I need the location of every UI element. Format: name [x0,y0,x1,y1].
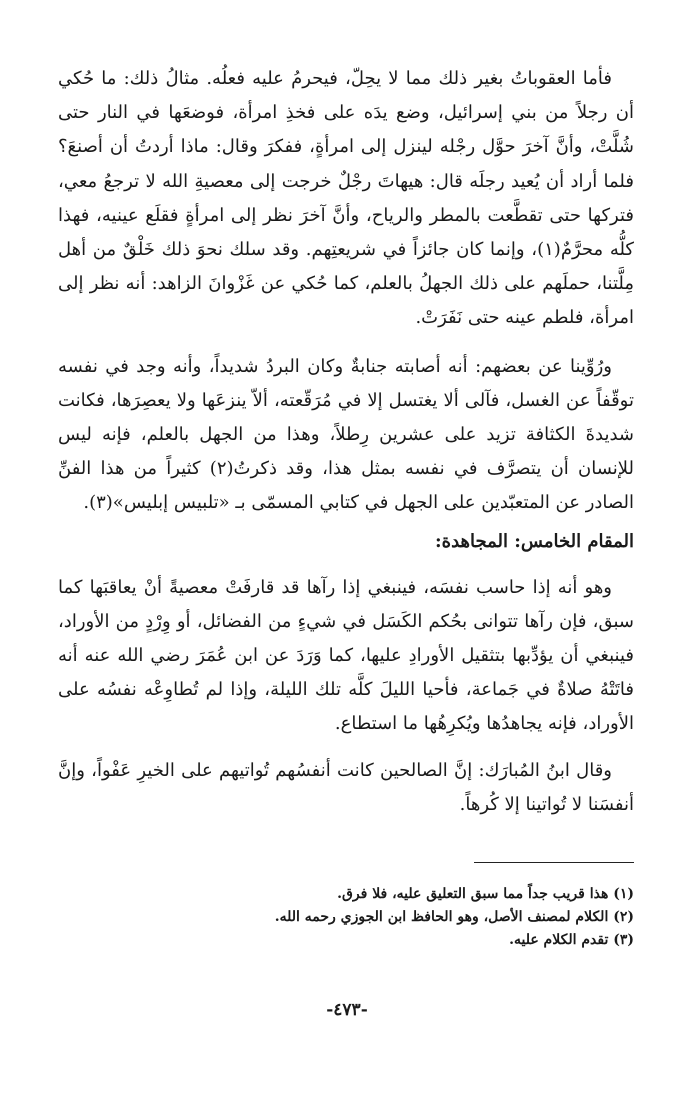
paragraph-ibn-mubarak: وقال ابنُ المُبارَك: إنَّ الصالحين كانت أنفسُهم تُواتيهم على الخيرِ عَفْواً، وإنَّ أنفسَنا لا تُواتينا إلا كُرهاً. [58,759,634,815]
footnote-1: (١) هذا قريب جداً مما سبق التعليق عليه، فلا فرق. [337,886,634,903]
footnote-divider [474,862,634,863]
paragraph-punishments: فأما العقوباتُ بغير ذلك مما لا يحِلّ، فيحرمُ عليه فعلُه. مثالُ ذلك: ما حُكي أن رجلاً من بني إسرائيل، وضع يدَه على فخذِ امرأة، فوضعَها في النار حتى شُلَّتْ، وأنَّ آخرَ حوَّل رجْله لينزل إلى امرأةٍ، ففكرَ وقال: ماذا أردتُ أن أصنعَ؟ فلما أراد أن يُعيد رجلَه قال: هيهاتَ رجْلٌ خرجت إلى معصيةِ الله لا ترجعُ معي، فتركها حتى تقطَّعت بالمطر والرياح، وأنَّ آخرَ نظر إلى امرأةٍ فقلَع عينيه، فهذا كلُّه محرَّمٌ(١)، وإنما كان جائزاً في شريعتِهم. وقد سلك نحوَ ذلك خَلْقٌ من أهل مِلَّتنا، حملَهم على ذلك الجهلُ بالعلم، كما حُكي عن غَزْوانَ الزاهد: أنه نظر إلى امرأة، فلطم عينه حتى نَفَرَتْ. [58,68,635,329]
paragraph-ghusl-story: ورُوِّينا عن بعضهم: أنه أصابته جنابةٌ وكان البردُ شديداً، وأنه وجد في نفسه توقّفاً عن الغسل، فآلى ألا يغتسل إلا في مُرَقّعته، ألاّ ينزعَها ولا يعصِرَها، فكانت شديدةَ الكثافة تزيد على عشرين رِطلاً، وهذا من الجهل بالعلم، فإنه ليس للإنسان أن يتصرَّف في نفسه بمثل هذا، وقد ذكرتُ(٢) كثيراً من هذا الفنِّ الصادر عن المتعبّدين على الجهل في كتابي المسمّى بـ «تلبيس إبليس»(٣). [58,355,634,514]
paragraph-mujahada: وهو أنه إذا حاسب نفسَه، فينبغي إذا رآها قد قارفَتْ معصيةً أنْ يعاقبَها كما سبق، فإن رآها تتوانى بحُكم الكَسَل في شيءٍ من الفضائل، أو وِرْدٍ من الأوراد، فينبغي أن يؤدِّبها بتثقيل الأورادِ عليها، كما وَرَدَ عن ابن عُمَرَ رضي الله عنه أنه فاتَتْهُ صلاةٌ في جَماعة، فأحيا الليلَ كلَّه تلك الليلة، وإذا لم تُطاوِعْه نفسُه على الأوراد، فإنه يجاهدُها ويُكرِهُها ما استطاع. [58,576,634,735]
footnotes [58,883,634,952]
footnote-3: (٣) تقدم الكلام عليه. [509,932,634,949]
section-heading: المقام الخامس: المجاهدة: [435,530,634,552]
footnote-2: (٢) الكلام لمصنف الأصل، وهو الحافظ ابن الجوزي رحمه الله. [274,909,634,926]
page-number: -٤٧٣- [326,1000,368,1020]
